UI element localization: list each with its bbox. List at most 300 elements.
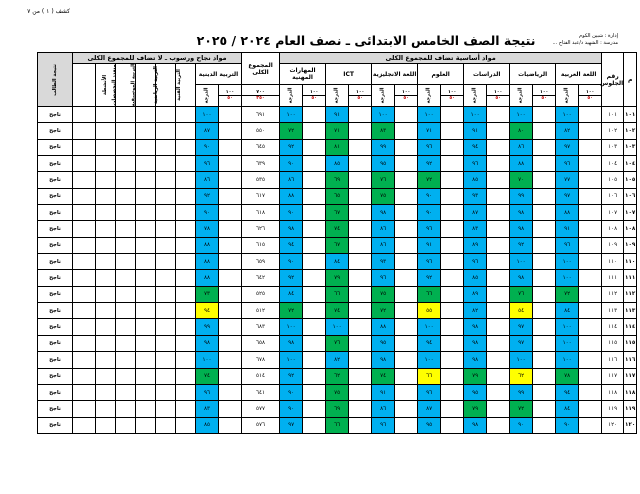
activities-cell [96, 286, 116, 302]
skills-half-cell [303, 221, 326, 237]
arabic-score: ٩٠ [556, 417, 579, 433]
math-half-cell [533, 139, 556, 155]
math-score-label: الدرجة [510, 85, 533, 107]
table-row [38, 335, 637, 351]
activities-cell [96, 237, 116, 253]
art-cell [176, 139, 196, 155]
skills-half-cell [303, 352, 326, 368]
skills-score: ٩٢ [280, 368, 303, 384]
arabic-score-label: الدرجة [556, 85, 579, 107]
table-row [38, 286, 637, 302]
skills-score: ٩٠ [280, 384, 303, 400]
multi-cell [116, 221, 136, 237]
skills-half-cell [303, 303, 326, 319]
skills-score: ٩٧ [280, 417, 303, 433]
english-half-cell [395, 221, 418, 237]
blank-cell [73, 270, 96, 286]
arabic-score: ٨٤ [556, 303, 579, 319]
religion-half-cell [219, 352, 242, 368]
ict-half-cell [349, 172, 372, 188]
pe-cell [156, 368, 176, 384]
science-half-cell [441, 139, 464, 155]
seat-number: ١١١ [602, 270, 624, 286]
multi-cell [116, 237, 136, 253]
math-score: ٧٦ [510, 286, 533, 302]
table-body [38, 107, 637, 434]
col-seat: رقم الجلوس [602, 53, 624, 107]
studies-score: ٩٣ [464, 188, 487, 204]
math-half-cell [533, 270, 556, 286]
blank-cell [73, 303, 96, 319]
studies-score: ٩٦ [464, 156, 487, 172]
total-score: ٥٣٥ [242, 172, 280, 188]
english-score: ٨٦ [372, 237, 395, 253]
result-cell: ناجح [38, 139, 73, 155]
multi-cell [116, 156, 136, 172]
science-score: ٧٢ [418, 172, 441, 188]
multi-cell [116, 286, 136, 302]
math-score: ٩٨ [510, 270, 533, 286]
skills-score: ١٠٠ [280, 352, 303, 368]
studies-max: ١٠٠ ٥٠ [487, 85, 510, 107]
multi-cell [116, 352, 136, 368]
math-score: ٩٨ [510, 221, 533, 237]
math-half-cell [533, 237, 556, 253]
activities-cell [96, 221, 116, 237]
studies-half-cell [487, 254, 510, 270]
arabic-half-cell [579, 368, 602, 384]
page-of: من ٧ [27, 8, 40, 15]
ict-max: ١٠٠ ٥٠ [349, 85, 372, 107]
math-score: ١٠٠ [510, 254, 533, 270]
total-score: ٥٢٥ [242, 286, 280, 302]
row-number: ١٠٩ [624, 237, 637, 253]
religion-score: ٧٣ [196, 286, 219, 302]
science-half-cell [441, 384, 464, 400]
blank-cell [73, 139, 96, 155]
music-cell [136, 335, 156, 351]
english-half-cell [395, 205, 418, 221]
ict-half-cell [349, 139, 372, 155]
english-score: ٨٨ [372, 319, 395, 335]
result-cell: ناجح [38, 417, 73, 433]
blank-cell [73, 368, 96, 384]
col-math: الرياضيات [510, 64, 556, 85]
table-row [38, 368, 637, 384]
studies-score: ٩١ [464, 123, 487, 139]
studies-half-cell [487, 156, 510, 172]
total-score: ٥٧٧ [242, 401, 280, 417]
pe-cell [156, 221, 176, 237]
science-score: ١٠٠ [418, 319, 441, 335]
science-half-cell [441, 335, 464, 351]
religion-half-cell [219, 335, 242, 351]
skills-half-cell [303, 286, 326, 302]
studies-half-cell [487, 352, 510, 368]
music-cell [136, 270, 156, 286]
english-score: ٩٨ [372, 205, 395, 221]
multi-cell [116, 417, 136, 433]
result-cell: ناجح [38, 319, 73, 335]
core-subjects-group: مواد أساسية تضاف للمجموع الكلى [280, 53, 602, 64]
multi-cell [116, 254, 136, 270]
religion-score: ٧٤ [196, 368, 219, 384]
studies-score: ٩٥ [464, 384, 487, 400]
result-cell: ناجح [38, 286, 73, 302]
religion-score: ٩٨ [196, 335, 219, 351]
row-number: ١١٧ [624, 368, 637, 384]
music-cell [136, 319, 156, 335]
music-cell [136, 107, 156, 123]
ict-score: ٧٩ [326, 270, 349, 286]
math-score: ٩٩ [510, 188, 533, 204]
studies-score: ٩٦ [464, 254, 487, 270]
total-score: ٦١٥ [242, 237, 280, 253]
blank-cell [73, 384, 96, 400]
result-cell: ناجح [38, 368, 73, 384]
arabic-max: ١٠٠ ٥٠ [579, 85, 602, 107]
pe-label: التربية الرياضية [153, 66, 160, 104]
studies-score: ٨٥ [464, 270, 487, 286]
religion-half-cell [219, 319, 242, 335]
arabic-score: ٩٧ [556, 188, 579, 204]
religion-half-cell [219, 156, 242, 172]
religion-score: ٨٣ [196, 401, 219, 417]
table-row [38, 205, 637, 221]
pass-fail-group: مواد نجاح ورسوب ـ لا تضاف للمجموع الكلى [73, 53, 242, 64]
music-cell [136, 221, 156, 237]
religion-score: ٨٦ [196, 172, 219, 188]
studies-score: ٩٨ [464, 417, 487, 433]
art-cell [176, 237, 196, 253]
ict-score: ٨١ [326, 139, 349, 155]
science-score: ٩٠ [418, 188, 441, 204]
blank-cell [73, 107, 96, 123]
multi-cell [116, 319, 136, 335]
studies-score: ٨٣ [464, 221, 487, 237]
art-cell [176, 221, 196, 237]
art-cell [176, 417, 196, 433]
math-score: ١٠٠ [510, 107, 533, 123]
col-skills: المهارات المهنية [280, 64, 326, 85]
pe-cell [156, 303, 176, 319]
total-score: ٦٨٣ [242, 319, 280, 335]
ict-score: ٦٧ [326, 205, 349, 221]
religion-score: ١٠٠ [196, 352, 219, 368]
table-row [38, 156, 637, 172]
blank-cell [73, 254, 96, 270]
skills-score: ١٠٠ [280, 107, 303, 123]
row-number: ١٠٢ [624, 123, 637, 139]
english-half-cell [395, 188, 418, 204]
seat-number: ١٠٦ [602, 188, 624, 204]
skills-score: ٩٠ [280, 205, 303, 221]
studies-half-cell [487, 401, 510, 417]
activities-cell [96, 123, 116, 139]
music-cell [136, 384, 156, 400]
studies-half-cell [487, 335, 510, 351]
art-cell [176, 368, 196, 384]
ict-half-cell [349, 368, 372, 384]
science-score: ٨٧ [418, 401, 441, 417]
science-score: ٧١ [418, 123, 441, 139]
math-score: ٨٦ [510, 139, 533, 155]
religion-half-cell [219, 401, 242, 417]
ict-half-cell [349, 303, 372, 319]
result-cell: ناجح [38, 254, 73, 270]
religion-score: ٨٨ [196, 237, 219, 253]
english-score: ٩٥ [372, 156, 395, 172]
arabic-half-cell [579, 205, 602, 221]
studies-score-label: الدرجة [464, 85, 487, 107]
ict-half-cell [349, 352, 372, 368]
science-score: ٦٦ [418, 286, 441, 302]
religion-half-cell [219, 188, 242, 204]
blank-cell [73, 188, 96, 204]
arabic-score: ١٠٠ [556, 319, 579, 335]
arabic-half-cell [579, 384, 602, 400]
religion-score: ١٠٠ [196, 107, 219, 123]
seat-number: ١٠٨ [602, 221, 624, 237]
ict-half-cell [349, 221, 372, 237]
math-max: ١٠٠ ٥٠ [533, 85, 556, 107]
row-number: ١١٢ [624, 286, 637, 302]
pe-cell [156, 139, 176, 155]
arabic-half-cell [579, 401, 602, 417]
activities-cell [96, 270, 116, 286]
arabic-score: ٧٢ [556, 286, 579, 302]
pe-cell [156, 156, 176, 172]
english-half-cell [395, 172, 418, 188]
arabic-half-cell [579, 286, 602, 302]
math-score: ٧٢ [510, 401, 533, 417]
total-score: ٦١٨ [242, 205, 280, 221]
arabic-score: ١٠٠ [556, 107, 579, 123]
multi-cell [116, 123, 136, 139]
english-half-cell [395, 417, 418, 433]
studies-score: ٨٧ [464, 205, 487, 221]
arabic-score: ٨٤ [556, 401, 579, 417]
admin-line-1: إدارة : شبين الكوم [579, 33, 618, 39]
music-cell [136, 188, 156, 204]
studies-half-cell [487, 270, 510, 286]
col-art [176, 64, 196, 107]
english-half-cell [395, 303, 418, 319]
seat-number: ١١٦ [602, 352, 624, 368]
music-cell [136, 417, 156, 433]
math-half-cell [533, 417, 556, 433]
ict-half-cell [349, 270, 372, 286]
result-cell: ناجح [38, 237, 73, 253]
studies-half-cell [487, 319, 510, 335]
blank-cell [73, 205, 96, 221]
table-row [38, 384, 637, 400]
activities-cell [96, 107, 116, 123]
arabic-half-cell [579, 335, 602, 351]
ict-half-cell [349, 205, 372, 221]
activities-cell [96, 417, 116, 433]
religion-half-cell [219, 172, 242, 188]
math-score: ٨٨ [510, 156, 533, 172]
science-score: ٩٦ [418, 221, 441, 237]
math-half-cell [533, 156, 556, 172]
english-half-cell [395, 139, 418, 155]
arabic-half-cell [579, 254, 602, 270]
studies-score: ٩٨ [464, 335, 487, 351]
pe-cell [156, 352, 176, 368]
pe-cell [156, 286, 176, 302]
studies-half-cell [487, 417, 510, 433]
music-cell [136, 172, 156, 188]
skills-half-cell [303, 123, 326, 139]
studies-half-cell [487, 172, 510, 188]
english-score: ٩٣ [372, 254, 395, 270]
studies-half-cell [487, 368, 510, 384]
result-cell: ناجح [38, 123, 73, 139]
arabic-score: ١٠٠ [556, 352, 579, 368]
science-score: ٩٥ [418, 417, 441, 433]
skills-score: ٩٠ [280, 156, 303, 172]
ict-half-cell [349, 335, 372, 351]
skills-half-cell [303, 384, 326, 400]
ict-score: ٧٤ [326, 303, 349, 319]
math-score: ٧٠ [510, 172, 533, 188]
multi-cell [116, 139, 136, 155]
religion-score: ٩٦ [196, 156, 219, 172]
english-score: ٧٤ [372, 368, 395, 384]
activities-cell [96, 335, 116, 351]
multi-cell [116, 303, 136, 319]
ict-half-cell [349, 156, 372, 172]
ict-half-cell [349, 401, 372, 417]
total-score: ٥١٤ [242, 368, 280, 384]
multi-cell [116, 188, 136, 204]
seat-number: ١٠٤ [602, 156, 624, 172]
music-cell [136, 286, 156, 302]
english-score: ١٠٠ [372, 107, 395, 123]
ict-score: ٧١ [326, 123, 349, 139]
english-score: ٧٦ [372, 172, 395, 188]
total-score: ٦٢٦ [242, 221, 280, 237]
seat-number: ١٠٧ [602, 205, 624, 221]
arabic-score: ٧٧ [556, 172, 579, 188]
ict-score-label: الدرجة [326, 85, 349, 107]
result-cell: ناجح [38, 335, 73, 351]
result-cell: ناجح [38, 303, 73, 319]
total-score: ٦١٧ [242, 188, 280, 204]
result-cell: ناجح [38, 401, 73, 417]
total-score: ٥٧٦ [242, 417, 280, 433]
art-cell [176, 172, 196, 188]
activities-cell [96, 368, 116, 384]
music-cell [136, 368, 156, 384]
studies-score: ٩٨ [464, 352, 487, 368]
pe-cell [156, 237, 176, 253]
seat-number: ١٠٩ [602, 237, 624, 253]
arabic-half-cell [579, 319, 602, 335]
arabic-half-cell [579, 139, 602, 155]
arabic-half-cell [579, 237, 602, 253]
skills-half-cell [303, 270, 326, 286]
ict-score: ٦٩ [326, 172, 349, 188]
table-row [38, 254, 637, 270]
ict-score: ٧٦ [326, 335, 349, 351]
religion-half-cell [219, 270, 242, 286]
skills-half-cell [303, 156, 326, 172]
pe-cell [156, 319, 176, 335]
ict-score: ٨٤ [326, 254, 349, 270]
ict-half-cell [349, 254, 372, 270]
admin-info [552, 33, 618, 47]
page-number: ( ١ ) [41, 8, 54, 15]
science-score: ١٠٠ [418, 107, 441, 123]
science-half-cell [441, 156, 464, 172]
studies-score: ٧٩ [464, 401, 487, 417]
science-half-cell [441, 303, 464, 319]
math-score: ٩٠ [510, 417, 533, 433]
science-score: ٦٦ [418, 368, 441, 384]
studies-score: ٨٩ [464, 237, 487, 253]
math-half-cell [533, 303, 556, 319]
art-cell [176, 107, 196, 123]
table-row [38, 188, 637, 204]
blank-cell [73, 286, 96, 302]
religion-score: ٨٨ [196, 254, 219, 270]
math-score: ٩٨ [510, 205, 533, 221]
ict-score: ٦٥ [326, 188, 349, 204]
science-half-cell [441, 123, 464, 139]
arabic-score: ١٠٠ [556, 335, 579, 351]
table-row [38, 237, 637, 253]
ict-score: ٦٧ [326, 237, 349, 253]
english-score: ٨٦ [372, 401, 395, 417]
page-counter [27, 8, 70, 15]
activities-cell [96, 205, 116, 221]
seat-number: ١١٨ [602, 384, 624, 400]
studies-half-cell [487, 188, 510, 204]
science-score: ٩١ [418, 237, 441, 253]
music-cell [136, 352, 156, 368]
studies-half-cell [487, 139, 510, 155]
skills-half-cell [303, 188, 326, 204]
pe-cell [156, 270, 176, 286]
science-score: ٩٤ [418, 335, 441, 351]
multi-cell [116, 172, 136, 188]
religion-score: ٩٠ [196, 205, 219, 221]
col-arabic: اللغة العربية [556, 64, 602, 85]
col-m: م [624, 53, 637, 107]
row-number: ١٠٦ [624, 188, 637, 204]
skills-max: ١٠٠ ٥٠ [303, 85, 326, 107]
english-score: ٩٨ [372, 352, 395, 368]
english-half-cell [395, 401, 418, 417]
math-half-cell [533, 384, 556, 400]
ict-half-cell [349, 107, 372, 123]
studies-half-cell [487, 384, 510, 400]
studies-score: ٩٤ [464, 139, 487, 155]
table-row [38, 221, 637, 237]
activities-cell [96, 172, 116, 188]
table-row [38, 270, 637, 286]
english-half-cell [395, 237, 418, 253]
arabic-score: ١٠٠ [556, 254, 579, 270]
ict-half-cell [349, 123, 372, 139]
english-max: ١٠٠ ٥٠ [395, 85, 418, 107]
english-score: ٩١ [372, 384, 395, 400]
activities-cell [96, 303, 116, 319]
blank-cell [73, 237, 96, 253]
activities-cell [96, 352, 116, 368]
